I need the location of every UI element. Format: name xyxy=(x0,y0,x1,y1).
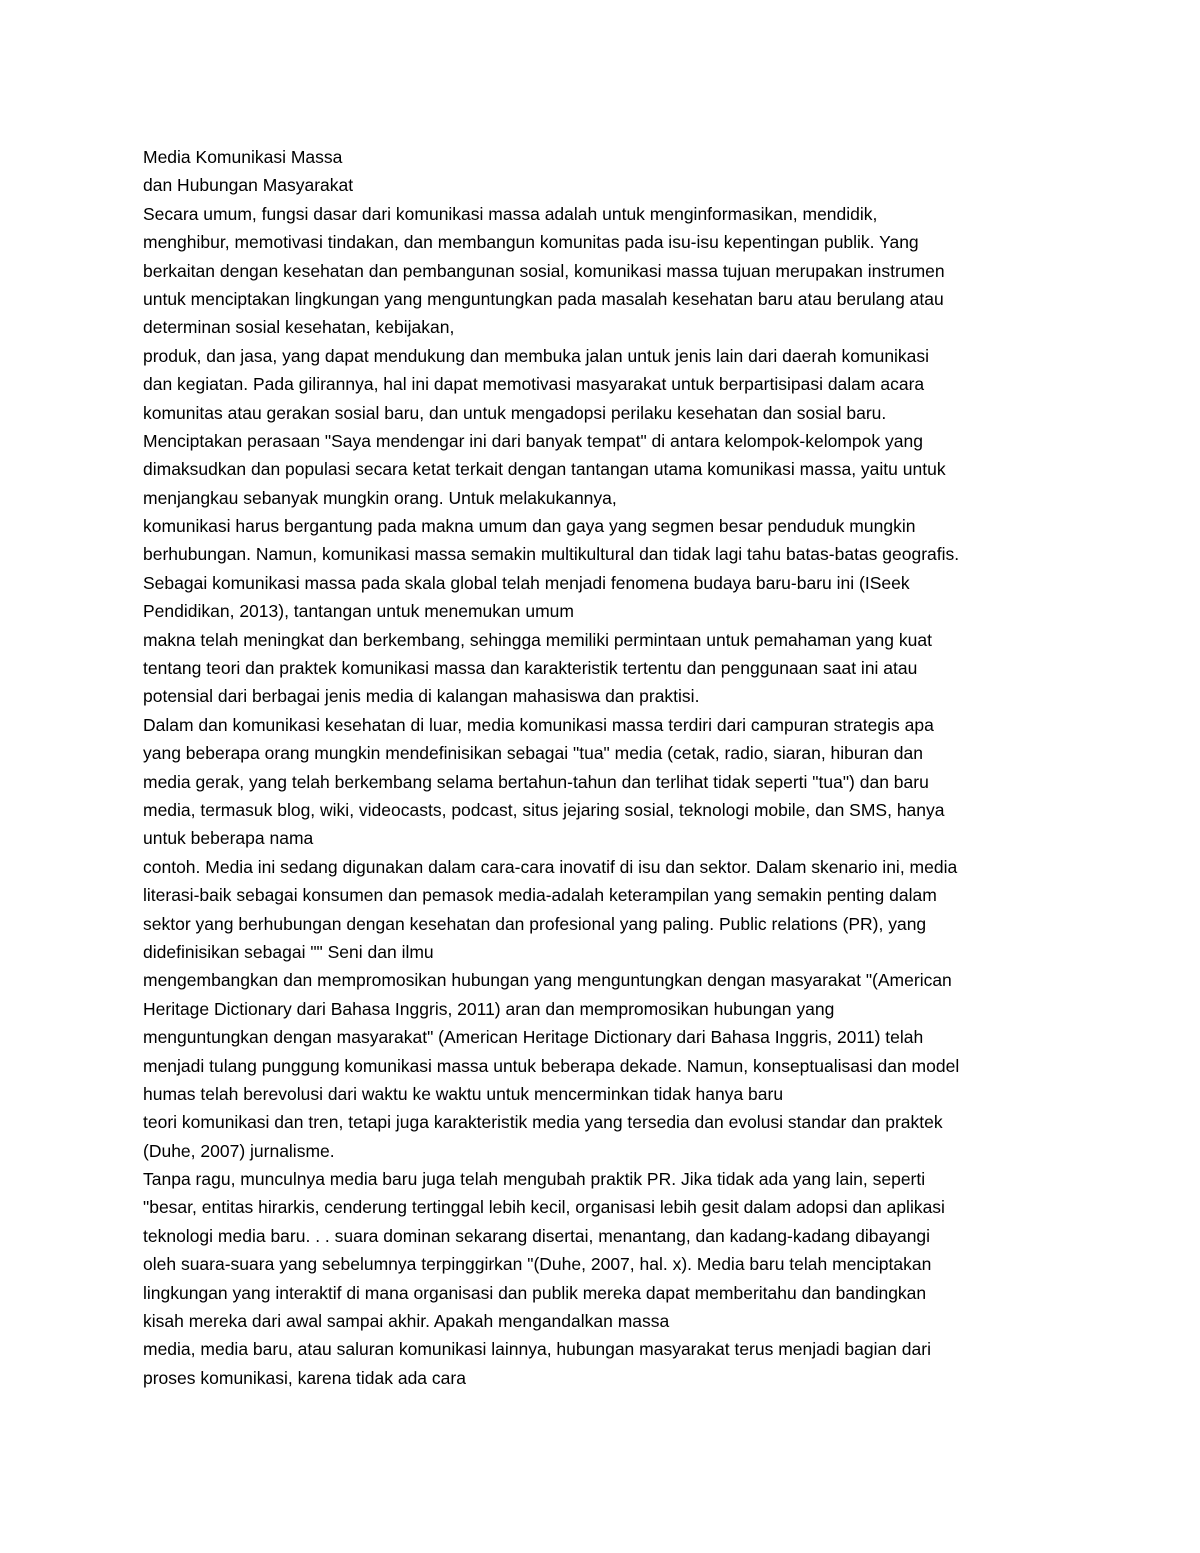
document-body xyxy=(143,143,1073,1392)
text-line: berkaitan dengan kesehatan dan pembangunan sosial, komunikasi massa tujuan merupakan instrumen xyxy=(143,260,945,281)
text-line: determinan sosial kesehatan, kebijakan, xyxy=(143,317,455,338)
text-line: mengembangkan dan mempromosikan hubungan yang menguntungkan dengan masyarakat "(American xyxy=(143,970,952,991)
text-line: oleh suara-suara yang sebelumnya terpinggirkan "(Duhe, 2007, hal. x). Media baru telah menciptakan xyxy=(143,1254,932,1275)
text-line: media, media baru, atau saluran komunikasi lainnya, hubungan masyarakat terus menjadi bagian dari xyxy=(143,1339,931,1360)
text-line: berhubungan. Namun, komunikasi massa semakin multikultural dan tidak lagi tahu batas-batas geografis. xyxy=(143,544,960,565)
text-line: komunitas atau gerakan sosial baru, dan untuk mengadopsi perilaku kesehatan dan sosial baru. xyxy=(143,402,887,423)
text-line: media, termasuk blog, wiki, videocasts, podcast, situs jejaring sosial, teknologi mobile, dan SMS, hanya xyxy=(143,799,945,820)
document-title-line: Media Komunikasi Massa xyxy=(143,147,343,167)
text-line: Dalam dan komunikasi kesehatan di luar, media komunikasi massa terdiri dari campuran strategis apa xyxy=(143,714,934,735)
text-line: menguntungkan dengan masyarakat" (American Heritage Dictionary dari Bahasa Inggris, 2011) telah xyxy=(143,1027,924,1048)
text-line: teori komunikasi dan tren, tetapi juga karakteristik media yang tersedia dan evolusi standar dan praktek xyxy=(143,1112,943,1133)
text-line: humas telah berevolusi dari waktu ke waktu untuk mencerminkan tidak hanya baru xyxy=(143,1083,784,1104)
text-line: menjadi tulang punggung komunikasi massa untuk beberapa dekade. Namun, konseptualisasi dan model xyxy=(143,1055,960,1076)
text-line: "besar, entitas hirarkis, cenderung tertinggal lebih kecil, organisasi lebih gesit dalam adopsi dan aplikasi xyxy=(143,1197,945,1218)
text-line: yang beberapa orang mungkin mendefinisikan sebagai "tua" media (cetak, radio, siaran, hiburan dan xyxy=(143,743,923,764)
text-line: contoh. Media ini sedang digunakan dalam cara-cara inovatif di isu dan sektor. Dalam skenario ini, media xyxy=(143,856,958,877)
text-line: teknologi media baru. . . suara dominan sekarang disertai, menantang, dan kadang-kadang dibayangi xyxy=(143,1225,931,1246)
text-line: sektor yang berhubungan dengan kesehatan dan profesional yang paling. Public relations (PR), yang xyxy=(143,913,927,934)
text-line: Tanpa ragu, munculnya media baru juga telah mengubah praktik PR. Jika tidak ada yang lain, seperti xyxy=(143,1169,926,1190)
text-line: kisah mereka dari awal sampai akhir. Apakah mengandalkan massa xyxy=(143,1311,670,1332)
text-line: Sebagai komunikasi massa pada skala global telah menjadi fenomena budaya baru-baru ini (ISeek xyxy=(143,572,910,593)
text-line: literasi-baik sebagai konsumen dan pemasok media-adalah keterampilan yang semakin penting dalam xyxy=(143,885,937,906)
text-line: dan kegiatan. Pada gilirannya, hal ini dapat memotivasi masyarakat untuk berpartisipasi dalam acara xyxy=(143,374,925,395)
text-line: media gerak, yang telah berkembang selama bertahun-tahun dan terlihat tidak seperti "tua") dan baru xyxy=(143,771,929,792)
text-line: lingkungan yang interaktif di mana organisasi dan publik mereka dapat memberitahu dan bandingkan xyxy=(143,1282,927,1303)
text-line: potensial dari berbagai jenis media di kalangan mahasiswa dan praktisi. xyxy=(143,686,700,707)
text-line: menjangkau sebanyak mungkin orang. Untuk melakukannya, xyxy=(143,487,617,508)
text-line: komunikasi harus bergantung pada makna umum dan gaya yang segmen besar penduduk mungkin xyxy=(143,516,916,537)
text-line: makna telah meningkat dan berkembang, sehingga memiliki permintaan untuk pemahaman yang kuat xyxy=(143,629,932,650)
text-line: untuk beberapa nama xyxy=(143,828,314,849)
document-subtitle-line: dan Hubungan Masyarakat xyxy=(143,175,354,196)
text-line: dimaksudkan dan populasi secara ketat terkait dengan tantangan utama komunikasi massa, yaitu untuk xyxy=(143,459,946,480)
text-line: untuk menciptakan lingkungan yang menguntungkan pada masalah kesehatan baru atau berulang atau xyxy=(143,288,944,309)
text-line: Secara umum, fungsi dasar dari komunikasi massa adalah untuk menginformasikan, mendidik, xyxy=(143,203,878,224)
text-line: Heritage Dictionary dari Bahasa Inggris, 2011) aran dan mempromosikan hubungan yang xyxy=(143,998,835,1019)
text-line: produk, dan jasa, yang dapat mendukung dan membuka jalan untuk jenis lain dari daerah komunikasi xyxy=(143,345,930,366)
text-line: proses komunikasi, karena tidak ada cara xyxy=(143,1367,466,1388)
text-line: (Duhe, 2007) jurnalisme. xyxy=(143,1140,335,1161)
text-line: Menciptakan perasaan "Saya mendengar ini dari banyak tempat" di antara kelompok-kelompok yang xyxy=(143,430,923,451)
text-line: menghibur, memotivasi tindakan, dan membangun komunitas pada isu-isu kepentingan publik. Yang xyxy=(143,232,919,253)
text-line: tentang teori dan praktek komunikasi massa dan karakteristik tertentu dan penggunaan saat ini atau xyxy=(143,658,918,679)
text-line: didefinisikan sebagai "" Seni dan ilmu xyxy=(143,941,434,962)
text-line: Pendidikan, 2013), tantangan untuk menemukan umum xyxy=(143,601,574,622)
